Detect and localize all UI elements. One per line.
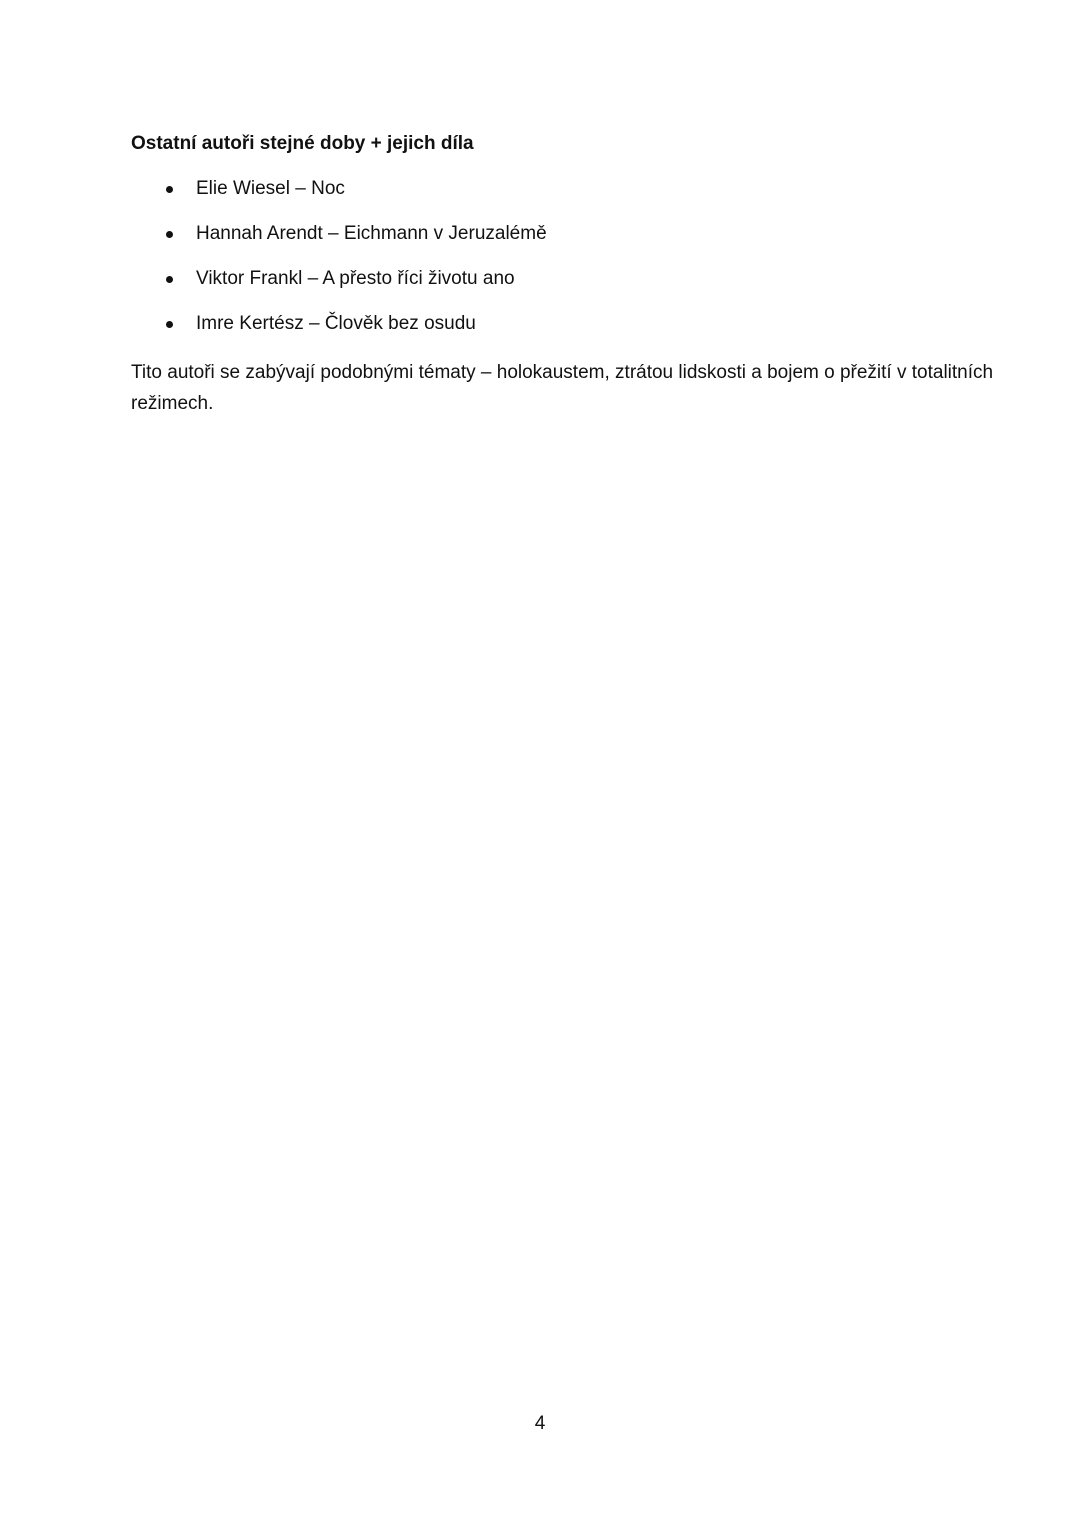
body-paragraph: Tito autoři se zabývají podobnými tématy – holokaustem, ztrátou lidskosti a bojem o přežití v totalitních režimech. [131,362,994,414]
section-heading: Ostatní autoři stejné doby + jejich díla [131,133,474,154]
list-item-text: Imre Kertész – Člověk bez osudu [196,313,476,334]
list-item-text: Elie Wiesel – Noc [196,178,345,199]
list-item-text: Viktor Frankl – A přesto říci životu ano [196,268,515,289]
bullet-icon [166,276,173,283]
list-item-text: Hannah Arendt – Eichmann v Jeruzalémě [196,223,547,244]
bullet-icon [166,186,173,193]
bullet-icon [166,321,173,328]
bullet-icon [166,231,173,238]
page-number: 4 [534,1413,546,1434]
